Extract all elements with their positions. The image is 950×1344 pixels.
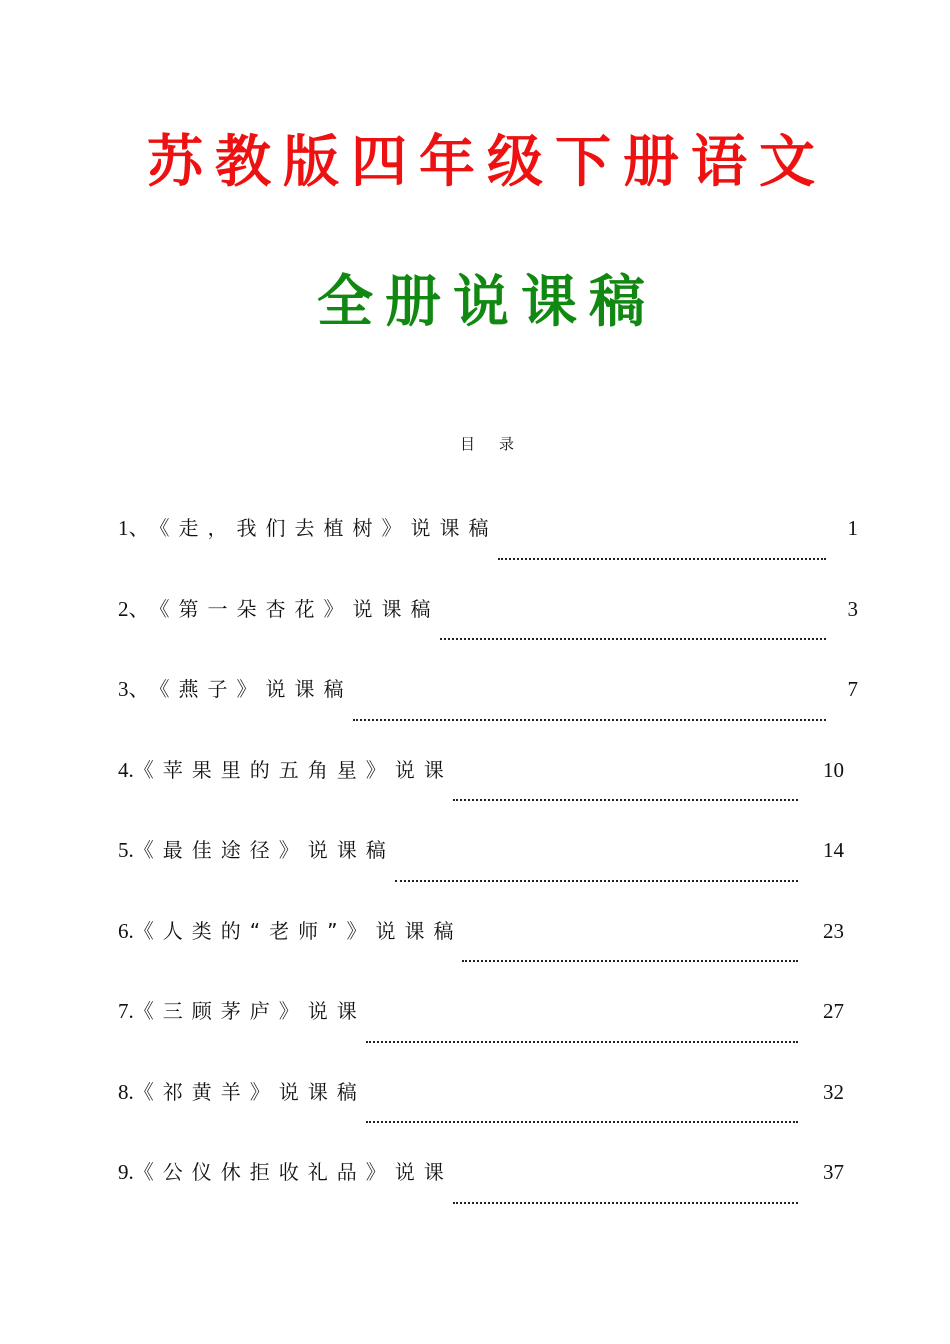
toc-entry-page: 10: [823, 757, 844, 782]
toc-entry-number: 3、: [118, 677, 150, 701]
toc-entry-number: 6.: [118, 918, 134, 943]
toc-entry-page: 1: [847, 516, 858, 540]
toc-entry-number: 9.: [118, 1160, 134, 1184]
toc-entry-number: 7.: [118, 999, 134, 1023]
document-title-line2: 全册说课稿: [317, 270, 657, 335]
toc-heading: 目录: [459, 435, 538, 453]
toc-entry[interactable]: [118, 508, 858, 589]
toc-entry-number: 8.: [118, 1079, 134, 1104]
toc-dot-leader: [395, 879, 798, 882]
toc-entry-title: 《公仪休拒收礼品》说课: [133, 1160, 453, 1184]
toc-entry-title: 《第一朵杏花》说课稿: [149, 596, 440, 621]
toc-entry-page: 27: [823, 999, 844, 1023]
toc-entry-title: 《三顾茅庐》说课: [133, 999, 366, 1023]
toc-entry[interactable]: [118, 911, 858, 992]
toc-entry[interactable]: [118, 1152, 858, 1233]
toc-entry-title: 《走，我们去植树》说课稿: [149, 516, 498, 540]
toc-entry-page: 37: [823, 1160, 844, 1184]
toc-entry-page: 23: [823, 918, 844, 943]
toc-entry-title: 《燕子》说课稿: [149, 677, 353, 701]
toc-dot-leader: [498, 557, 827, 560]
toc-entry-title: 《人类的“老师”》说课稿: [133, 918, 463, 943]
toc-dot-leader: [353, 718, 827, 721]
toc-entry-number: 2、: [118, 596, 150, 621]
toc-entry-number: 5.: [118, 838, 134, 862]
toc-entry-number: 1、: [118, 516, 150, 540]
document-title-line1: 苏教版四年级下册语文: [147, 130, 827, 195]
toc-entry[interactable]: [118, 991, 858, 1072]
toc-entry-title: 《最佳途径》说课稿: [133, 838, 395, 862]
toc-dot-leader: [462, 959, 798, 962]
toc-dot-leader: [440, 637, 827, 640]
toc-dot-leader: [453, 1201, 798, 1204]
toc-dot-leader: [453, 798, 798, 801]
toc-dot-leader: [366, 1040, 798, 1043]
toc-entry-title: 《苹果里的五角星》说课: [133, 757, 453, 782]
toc-entry[interactable]: [118, 1072, 858, 1153]
table-of-contents: [118, 508, 858, 1233]
toc-entry-page: 14: [823, 838, 844, 862]
toc-entry-number: 4.: [118, 757, 134, 782]
toc-entry-page: 32: [823, 1079, 844, 1104]
toc-entry[interactable]: [118, 669, 858, 750]
toc-entry-page: 3: [847, 596, 858, 621]
toc-dot-leader: [366, 1120, 798, 1123]
toc-entry[interactable]: [118, 589, 858, 670]
toc-entry[interactable]: [118, 750, 858, 831]
toc-entry-title: 《祁黄羊》说课稿: [133, 1079, 366, 1104]
toc-entry[interactable]: [118, 830, 858, 911]
toc-entry-page: 7: [847, 677, 858, 701]
